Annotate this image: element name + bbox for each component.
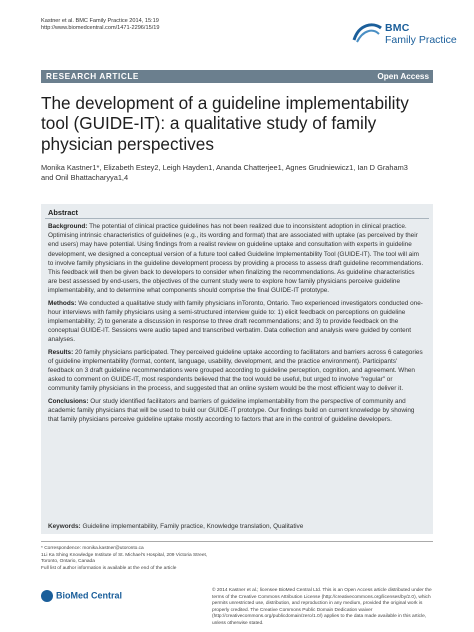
citation-line: Kastner et al. BMC Family Practice 2014, 15:19 bbox=[41, 18, 159, 24]
authors-line: and Onil Bhattacharyya1,4 bbox=[41, 173, 129, 183]
background-section bbox=[48, 222, 424, 296]
authors-line: Monika Kastner1*, Elizabeth Estey2, Leigh Hayden1, Ananda Chatterjee1, Agnes Grudniewicz1, Ian D Graham3 bbox=[41, 163, 408, 172]
section-text: The potential of clinical practice guidelines has not been realized due to inconsistent adoption in clinical practice. Optimising intrinsic characteristics of guidelines (e.g., its wording and format) that are associated with uptake (as perceived by their end users) may have potential. Using findings from a realist review on guideline uptake and consultation with experts in guideline development, we designed a conceptual version of a future tool called Guideline Implementability Tool (GUIDE-IT). The tool will aim to involve family physicians in the guideline development process by providing a process to assess draft guideline recommendations. This feedback will then be given back to developers to consider when finalizing the recommendations. As guideline characteristics are best assessed by end-users, the objectives of the current study were to explore how family physicians perceive guideline implementability, and to determine what components should comprise the final GUIDE-IT prototype. bbox=[48, 223, 424, 295]
affiliation-note: Full list of author information is available at the end of the article bbox=[41, 565, 177, 571]
publisher-name: BioMed Central bbox=[56, 590, 123, 601]
divider bbox=[45, 218, 429, 219]
abstract-body bbox=[48, 222, 424, 427]
author-list bbox=[41, 163, 433, 184]
section-text: Our study identified facilitators and barriers of guideline implementability from the perspective of community and academic family physicians that will be used to build our GUIDE-IT prototype. Our findings build on current knowledge by showing that family physicians perceive guideline uptake mostly according to factors that are in the control of guideline developers. bbox=[48, 397, 415, 424]
keywords bbox=[48, 523, 424, 530]
section-text: 20 family physicians participated. They perceived guideline uptake according to facilitators and barriers across 6 categories of guideline implementability (format, content, language, usability, development, and the practice environment). Participants' feedback on 3 draft guideline recommendations were grouped according to guideline perception, cognition, and agreement. When asked to comment on GUIDE-IT, most respondents believed that the tool would be useful, but urged to involve "regular" or community family physicians in the process, and suggested that an online system would be the most efficient way to deliver it. bbox=[48, 348, 423, 393]
citation-url[interactable]: http://www.biomedcentral.com/1471-2296/15/19 bbox=[41, 25, 160, 32]
footnotes bbox=[41, 546, 226, 572]
conclusions-section bbox=[48, 397, 424, 425]
keywords-text: Guideline implementability, Family practice, Knowledge translation, Qualitative bbox=[82, 523, 304, 530]
section-text: We conducted a qualitative study with family physicians inToronto, Ontario. Two experienced investigators conducted one-hour interviews with family physicians using a semi-structured interview guide to: 1) elicit feedback on perceptions on guideline implementability; 2) to generate a discussion in response to three draft recommendations; and 3) to provide feedback on the conceptual GUIDE-IT. Sessions were audio taped and transcribed verbatim. Data collection and analysis were guided by content analyses. bbox=[48, 299, 423, 344]
article-type: RESEARCH ARTICLE bbox=[46, 72, 139, 81]
citation bbox=[41, 18, 159, 33]
section-label: Conclusions: bbox=[48, 397, 89, 405]
section-label: Methods: bbox=[48, 299, 77, 307]
keywords-label: Keywords: bbox=[48, 523, 81, 530]
affiliation: 1Li Ka Shing Knowledge Institute of St. Michael's Hospital, 209 Victoria Street, bbox=[41, 552, 208, 558]
bmc-logo-icon bbox=[351, 20, 383, 44]
affiliation: Toronto, Ontario, Canada bbox=[41, 559, 95, 565]
divider bbox=[41, 541, 433, 542]
methods-section bbox=[48, 299, 424, 345]
publisher-logo bbox=[41, 590, 122, 602]
license-text: © 2014 Kastner et al.; licensee BioMed Central Ltd. This is an Open Access article distributed under the terms of the Creative Commons Attribution License (http://creativecommons.org/licenses/by/2.0), which permits unrestricted use, distribution, and reproduction in any medium, provided the original work is properly credited. The Creative Commons Public Domain Dedication waiver (http://creativecommons.org/publicdomain/zero/1.0/) applies to the data made available in this article, unless otherwise stated. bbox=[212, 588, 432, 626]
results-section bbox=[48, 348, 424, 394]
correspondence: * Correspondence: monika.kastner@utoronto.ca bbox=[41, 546, 144, 551]
biomed-central-icon bbox=[41, 590, 53, 602]
article-title: The development of a guideline implementability tool (GUIDE-IT): a qualitative study of family physician perspectives bbox=[41, 93, 409, 154]
open-access-label: Open Access bbox=[377, 72, 429, 81]
journal-name: Family Practice bbox=[385, 34, 457, 46]
section-label: Results: bbox=[48, 348, 74, 356]
journal-brand: BMC bbox=[385, 22, 410, 34]
section-label: Background: bbox=[48, 223, 88, 230]
abstract-heading: Abstract bbox=[48, 208, 78, 217]
